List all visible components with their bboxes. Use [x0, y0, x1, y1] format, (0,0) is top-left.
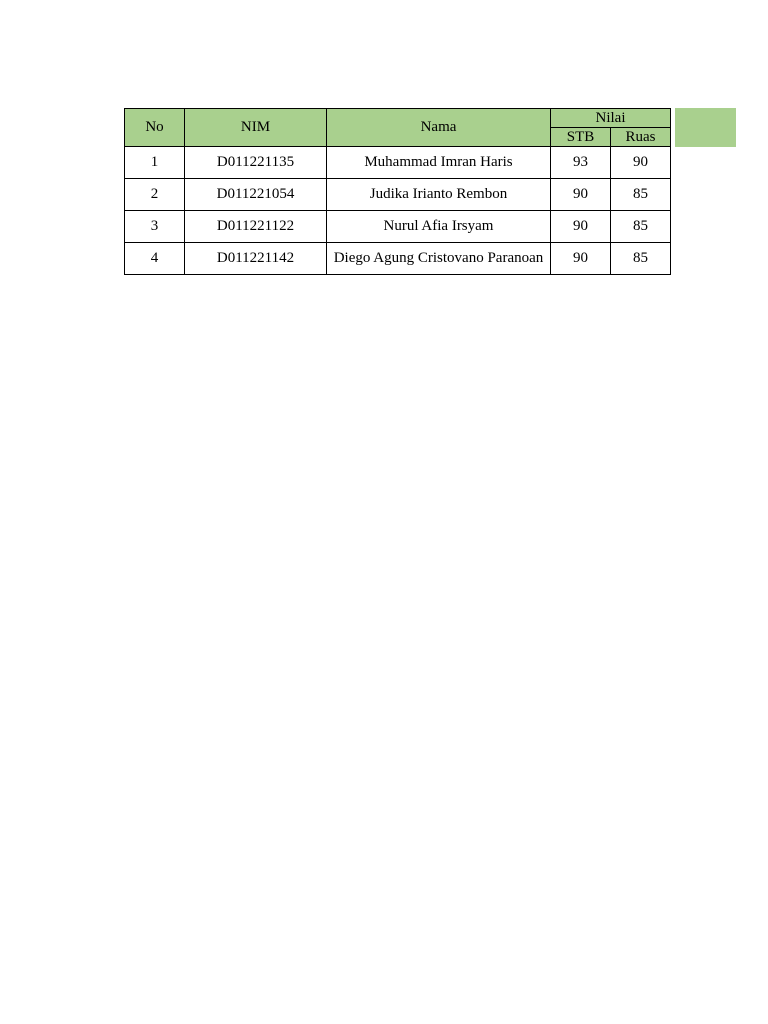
header-nim: NIM: [185, 109, 327, 147]
table-row: [125, 179, 671, 211]
header-nama: Nama: [327, 109, 551, 147]
cell-stb: 90: [551, 179, 611, 211]
table-header: [125, 109, 671, 147]
header-no: No: [125, 109, 185, 147]
header-nilai: Nilai: [551, 109, 671, 128]
cell-nama: Judika Irianto Rembon: [327, 179, 551, 211]
table-row: [125, 211, 671, 243]
cell-ruas: 85: [611, 211, 671, 243]
cell-ruas: 85: [611, 243, 671, 275]
cell-stb: 90: [551, 211, 611, 243]
cell-nama: Muhammad Imran Haris: [327, 147, 551, 179]
cell-stb: 90: [551, 243, 611, 275]
cell-nim: D011221142: [185, 243, 327, 275]
cell-nim: D011221135: [185, 147, 327, 179]
header-ruas: Ruas: [611, 128, 671, 147]
cell-no: 1: [125, 147, 185, 179]
grade-table: [124, 108, 671, 275]
cell-stb: 93: [551, 147, 611, 179]
table-row: [125, 147, 671, 179]
cell-no: 3: [125, 211, 185, 243]
cell-nim: D011221122: [185, 211, 327, 243]
header-fill-extension: [675, 108, 736, 147]
cell-no: 2: [125, 179, 185, 211]
cell-ruas: 90: [611, 147, 671, 179]
header-row-top: [125, 109, 671, 128]
cell-no: 4: [125, 243, 185, 275]
cell-nama: Nurul Afia Irsyam: [327, 211, 551, 243]
cell-nim: D011221054: [185, 179, 327, 211]
table-body: [125, 147, 671, 275]
cell-nama: Diego Agung Cristovano Paranoan: [327, 243, 551, 275]
header-stb: STB: [551, 128, 611, 147]
cell-ruas: 85: [611, 179, 671, 211]
table-row: [125, 243, 671, 275]
